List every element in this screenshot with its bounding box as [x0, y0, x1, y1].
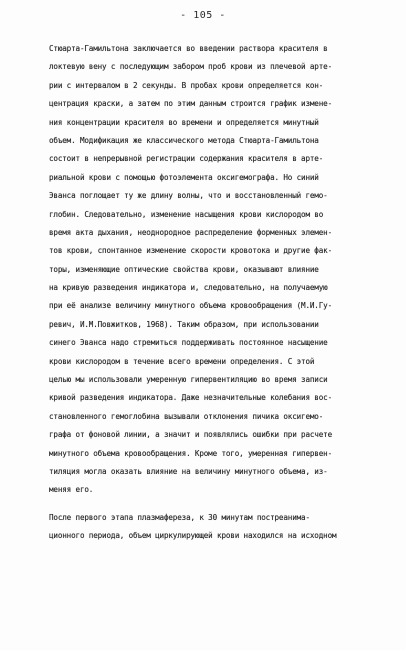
- paragraph-2: [49, 509, 379, 546]
- text-line: локтевую вену с последующим забором проб крови из плечевой арте-: [49, 62, 332, 72]
- text-line: объем. Модификация же классического метода Стюарта-Гамильтона: [49, 135, 319, 145]
- paragraph-1: [49, 40, 379, 500]
- text-line: тиляция могла оказать влияние на величину минутного объема, из-: [49, 466, 328, 476]
- text-line: ционного периода, объем циркулирующей крови находился на исходном: [49, 531, 337, 541]
- text-line: на кривую разведения индикатора и, следовательно, на получаемую: [49, 283, 328, 293]
- text-line: состоит в непрерывной регистрации содержания красителя в арте-: [49, 154, 324, 164]
- text-line: крови кислородом в течение всего времени определения. С этой: [49, 356, 315, 366]
- text-line: время акта дыхания, неоднородное распределение форменных элемен-: [49, 227, 332, 237]
- page-number: - 105 -: [180, 10, 226, 21]
- text-line: становленного гемоглобина вызывали отклонения пичика оксигемо-: [49, 411, 324, 421]
- text-line: ния концентрации красителя во времени и определяется минутный: [49, 117, 319, 127]
- text-line: кривой разведения индикатора. Даже незначительные колебания вос-: [49, 393, 332, 403]
- body-text: [49, 40, 379, 546]
- text-line: ревич, И.М.Повжитков, 1968). Таким образом, при использовании: [49, 319, 319, 329]
- text-line: минутного объема кровообращения. Кроме того, умеренная гипервен-: [49, 448, 332, 458]
- paragraph-gap: [49, 500, 379, 509]
- text-line: синего Эванса надо стремиться поддерживать постоянное насыщение: [49, 338, 328, 348]
- text-line: целью мы использовали умеренную гипервентиляцию во время записи: [49, 375, 328, 385]
- text-line: риальной крови с помощью фотоэлемента оксигемографа. Но синий: [49, 172, 319, 182]
- text-line: рии с интервалом в 2 секунды. В пробах крови определяется кон-: [49, 80, 324, 90]
- text-line: глобин. Следовательно, изменение насыщения крови кислородом во: [49, 209, 324, 219]
- text-line: торы, изменяющие оптические свойства крови, оказывают влияние: [49, 264, 319, 274]
- text-line: После первого этапа плазмафереза, к 30 минутам постреанима-: [49, 512, 310, 522]
- text-line: Эванса поглощает ту же длину волны, что и восстановленный гемо-: [49, 191, 328, 201]
- text-line: меняя его.: [49, 485, 94, 495]
- text-line: тов крови, спонтанное изменение скорости кровотока и другие фак-: [49, 246, 332, 256]
- text-line: Стюарта-Гамильтона заключается во введении раствора красителя в: [49, 44, 328, 53]
- text-line: графа от фоновой линии, а значит и появлялись ошибки при расчете: [49, 430, 332, 440]
- text-line: при её анализе величину минутного объема кровообращения (М.И.Гу-: [49, 301, 332, 311]
- text-line: центрация краски, а затем по этим данным строится график измене-: [49, 99, 332, 109]
